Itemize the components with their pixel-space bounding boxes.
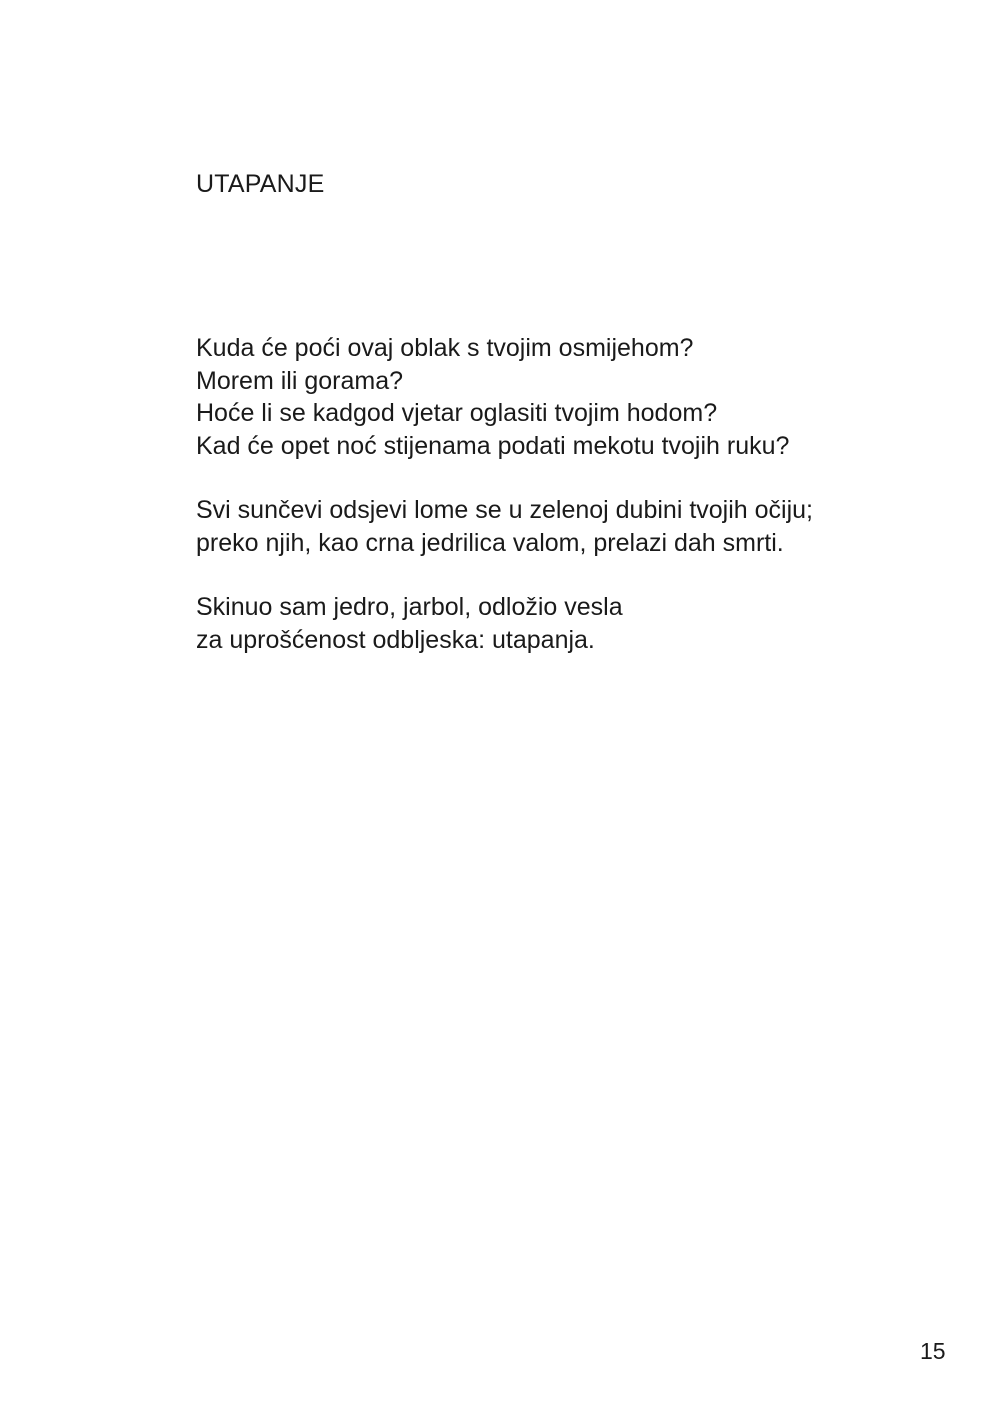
stanza-1 [196, 332, 936, 462]
poem-line: Skinuo sam jedro, jarbol, odložio vesla [196, 593, 623, 621]
poem-body [196, 332, 936, 688]
poem-line: Hoće li se kadgod vjetar oglasiti tvojim hodom? [196, 399, 718, 427]
poem-line: Svi sunčevi odsjevi lome se u zelenoj dubini tvojih očiju; [196, 496, 813, 524]
poem-line: Kuda će poći ovaj oblak s tvojim osmijehom? [196, 334, 694, 362]
stanza-3 [196, 591, 936, 656]
poem-line: preko njih, kao crna jedrilica valom, prelazi dah smrti. [196, 528, 784, 557]
poem-title: UTAPANJE [196, 170, 325, 198]
stanza-2 [196, 494, 936, 559]
page-number: 15 [920, 1338, 946, 1364]
poem-line: Morem ili gorama? [196, 366, 404, 395]
poem-line: Kad će opet noć stijenama podati mekotu tvojih ruku? [196, 431, 790, 460]
poem-line: za uprošćenost odbljeska: utapanja. [196, 625, 595, 654]
